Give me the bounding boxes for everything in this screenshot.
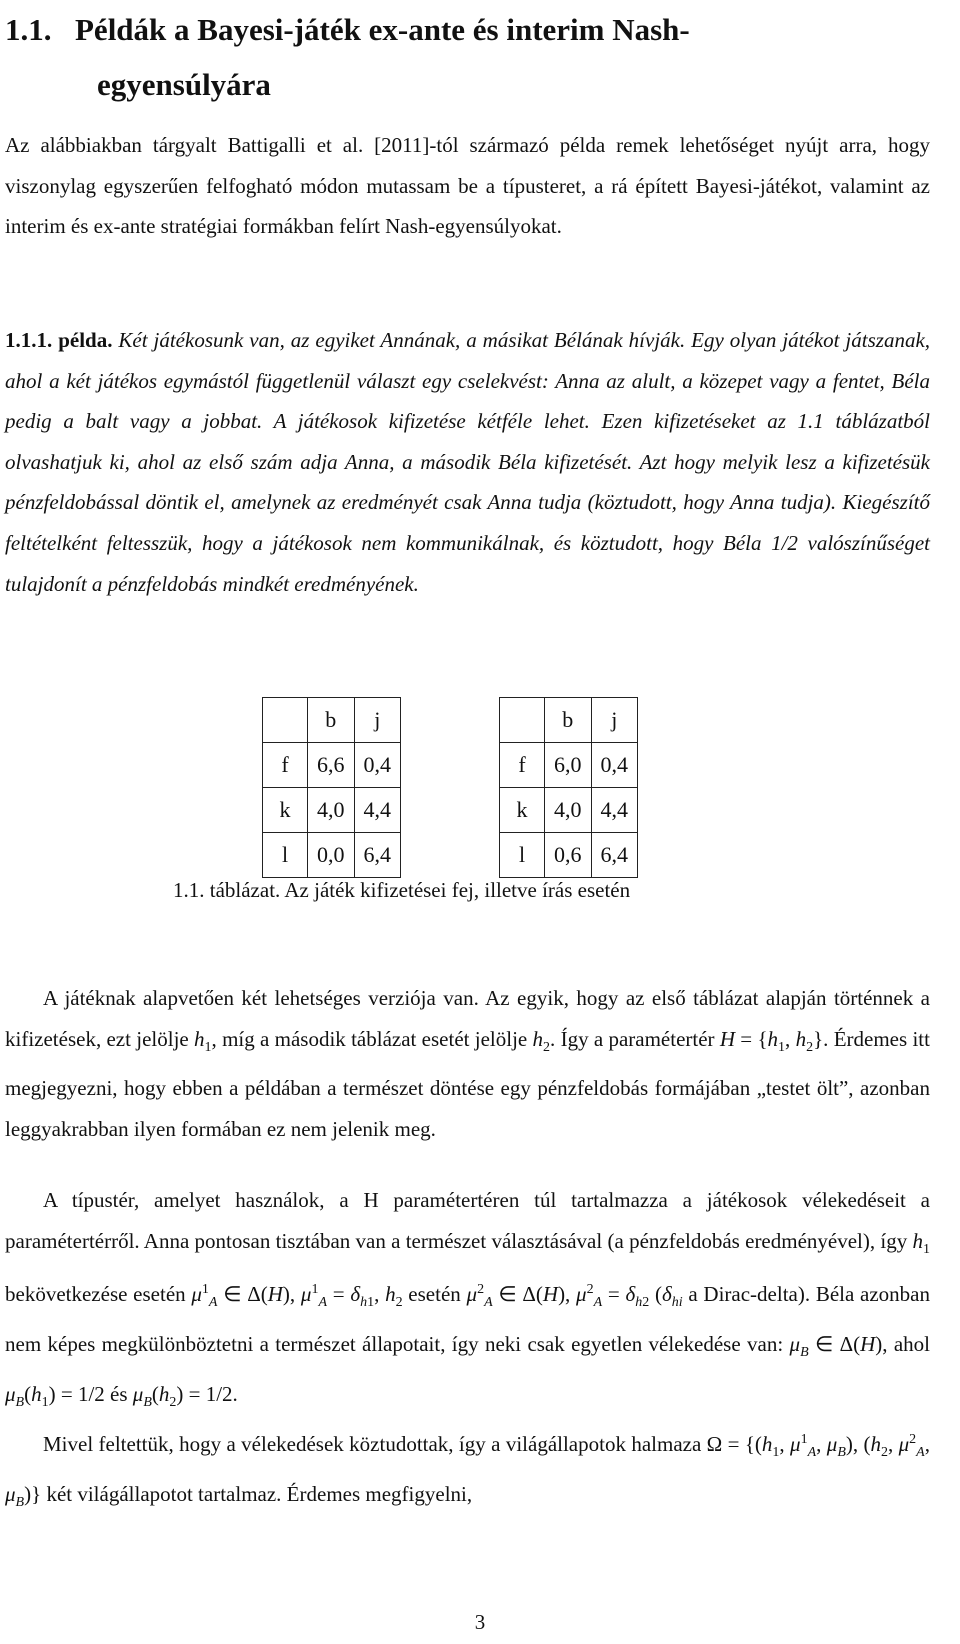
table-header-row	[263, 698, 401, 743]
table-row-label: f	[500, 743, 545, 788]
table-corner-cell	[500, 698, 545, 743]
table-cell: 0,6	[545, 833, 592, 878]
table-caption: 1.1. táblázat. Az játék kifizetései fej, illetve írás esetén	[173, 878, 631, 902]
table-cell: 4,4	[591, 788, 638, 833]
payoff-table-heads	[262, 697, 401, 878]
table-row	[263, 788, 401, 833]
table-cell: 6,6	[308, 743, 355, 788]
page-number: 3	[474, 1610, 486, 1634]
section-title-line1: Példák a Bayesi-játék ex-ante és interim Nash-	[75, 12, 690, 47]
table-cell: 0,4	[591, 743, 638, 788]
table-row	[263, 833, 401, 878]
table-row	[263, 743, 401, 788]
table-cell: 6,4	[591, 833, 638, 878]
table-cell: 4,0	[308, 788, 355, 833]
table-header-cell: j	[591, 698, 638, 743]
table-row-label: l	[263, 833, 308, 878]
table-row	[500, 833, 638, 878]
table-corner-cell	[263, 698, 308, 743]
table-row	[500, 743, 638, 788]
table-header-cell: j	[354, 698, 401, 743]
table-row-label: k	[263, 788, 308, 833]
table-cell: 4,4	[354, 788, 401, 833]
table-row-label: k	[500, 788, 545, 833]
payoff-table-tails	[499, 697, 638, 878]
table-header-cell: b	[545, 698, 592, 743]
table-cell: 0,0	[308, 833, 355, 878]
table-row	[500, 788, 638, 833]
table-cell: 6,0	[545, 743, 592, 788]
section-heading	[5, 2, 935, 112]
typespace-paragraph: A típustér, amelyet használok, a H paramétertéren túl tartalmazza a játékosok vélekedéseit a paramétertérről. Anna pontosan tisztában van a természet választásával (a pénzfeldobás eredményével), így $h_1$ bekövetkezése esetén $\mu^1_A$ ∈ Δ(H), $\mu^1_A = \delta_{h1}$, $h_2$ esetén $\mu^2_A$ ∈ Δ(H), $\mu^2_A = \delta_{h2}$ ($\delta_{hi}$ a Dirac-delta). Béla azonban nem képes megkülönböztetni a természet állapotait, így neki csak egyetlen vélekedése van: $\mu_B$ ∈ Δ(H), ahol $\mu_B(h_1) = 1/2$ és $\mu_B(h_2) = 1/2$.	[5, 1188, 931, 1411]
states-paragraph: Mivel feltettük, hogy a vélekedések köztudottak, így a világállapotok halmaza $\Omega = \{(h_1$, $\mu^1_A$, $\mu_B$), ($h_2$, $\mu^2_A$, $\mu_B$)} két világállapotot tartalmaz. Érdemes megfigyelni,	[5, 1432, 930, 1510]
intro-paragraph: Az alábbiakban tárgyalt Battigalli et al. [2011]-tól származó példa remek lehetőséget nyújt arra, hogy viszonylag egyszerűen felfogható módon mutassam be a típusteret, a rá épített Bayesi-játékot, valamint az interim és ex-ante stratégiai formákban felírt Nash-egyensúlyokat.	[5, 133, 930, 239]
example-label: 1.1.1. példa.	[5, 328, 113, 352]
table-row-label: l	[500, 833, 545, 878]
versions-paragraph: A játéknak alapvetően két lehetséges verziója van. Az egyik, hogy az első táblázat alapján történnek a kifizetések, ezt jelölje $h_1$, míg a második táblázat esetét jelölje $h_2$. Így a paramétertér $H = \{h_1$, $h_2$}. Érdemes itt megjegyezni, hogy ebben a példában a természet döntése egy pénzfeldobás formájában „testet ölt”, azonban leggyakrabban ilyen formában ez nem jelenik meg.	[5, 986, 930, 1141]
section-title-line2: egyensúlyára	[97, 67, 271, 102]
table-header-cell: b	[308, 698, 355, 743]
table-cell: 6,4	[354, 833, 401, 878]
example-paragraph	[5, 320, 930, 604]
table-cell: 0,4	[354, 743, 401, 788]
example-text: Két játékosunk van, az egyiket Annának, a másikat Bélának hívják. Egy olyan játékot játszanak, ahol a két játékos egymástól függetlenül választ egy cselekvést: Anna az alult, a közepet vagy a fentet, Béla pedig a balt vagy a jobbat. A játékosok kifizetése kétféle lehet. Ezen kifizetéseket az 1.1 táblázatból olvashatjuk ki, ahol az első szám adja Anna, a második Béla kifizetését. Azt hogy melyik lesz a kifizetésük pénzfeldobással döntik el, amelynek az eredményét csak Anna tudja (köztudott, hogy Anna tudja). Kiegészítő feltételként feltesszük, hogy a játékosok nem kommunikálnak, és köztudott, hogy Béla 1/2 valószínűséget tulajdonít a pénzfeldobás mindkét eredményének.	[5, 328, 931, 596]
table-row-label: f	[263, 743, 308, 788]
table-header-row	[500, 698, 638, 743]
section-number: 1.1.	[5, 12, 52, 47]
table-cell: 4,0	[545, 788, 592, 833]
